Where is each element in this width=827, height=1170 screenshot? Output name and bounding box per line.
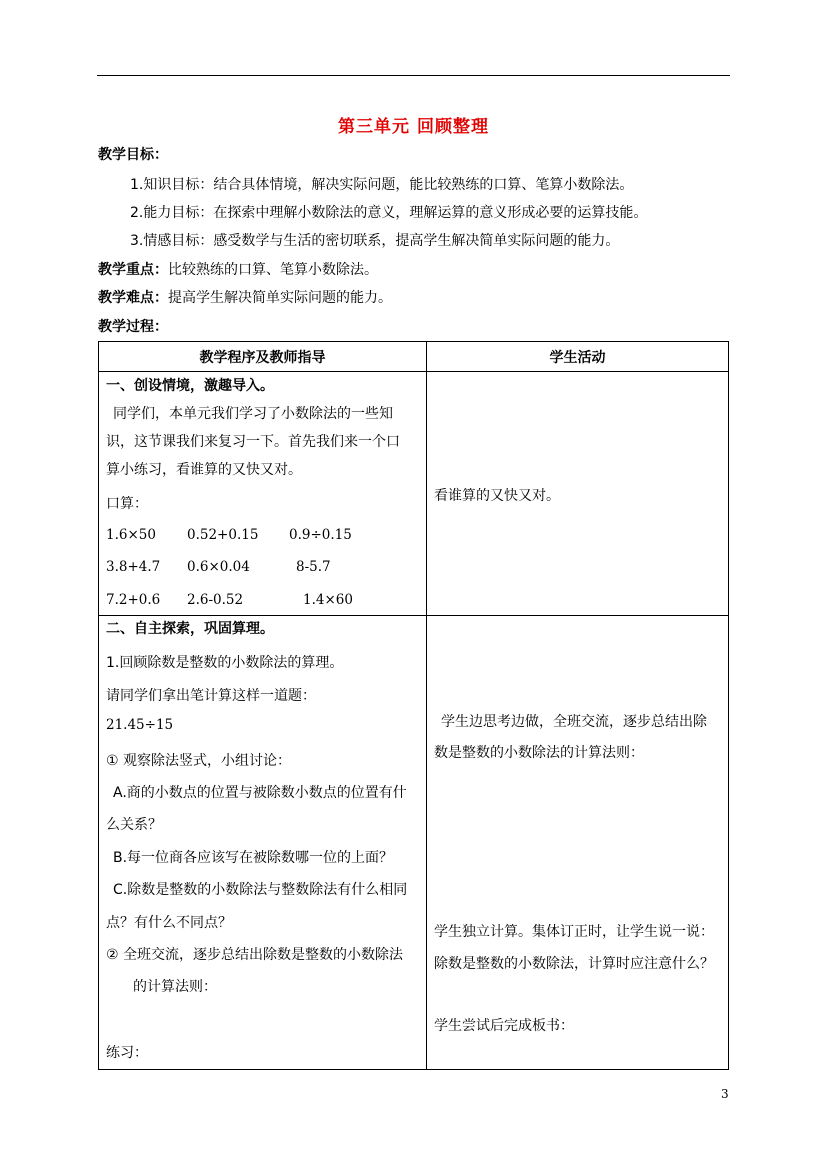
section-1-intro-2: 识，这节课我们来复习一下。首先我们来一个口: [106, 434, 400, 450]
section-2-line: 练习：: [106, 1045, 148, 1061]
problem: 1.6×50: [106, 527, 156, 543]
section-2-student-line: 数是整数的小数除法的计算法则：: [434, 745, 644, 761]
difficulty: [98, 287, 392, 307]
section-2-line: 点？有什么不同点？: [106, 915, 232, 931]
section-1-title: 一、创设情境，激趣导入。: [106, 378, 274, 394]
table-header-row: [99, 342, 729, 372]
section-2-student-line: 学生独立计算。集体订正时，让学生说一说：: [434, 924, 714, 940]
page-title: 第三单元 回顾整理: [338, 117, 489, 137]
section-1-intro-3: 算小练习，看谁算的又快又对。: [106, 462, 302, 478]
objective-3: 3.情感目标：感受数学与生活的密切联系，提高学生解决简单实际问题的能力。: [130, 233, 620, 249]
section-1-teacher-cell: [99, 372, 427, 616]
section-2-line: C.除数是整数的小数除法与整数除法有什么相同: [113, 882, 408, 898]
section-2-line: 1.回顾除数是整数的小数除法的算理。: [106, 655, 344, 671]
key-point: [98, 259, 378, 279]
section-2-row: [99, 616, 729, 1070]
section-2-line: 21.45÷15: [106, 717, 174, 733]
section-2-teacher-cell: [99, 616, 427, 1070]
lesson-table: [98, 341, 729, 1070]
section-2-line: B.每一位商各应该写在被除数哪一位的上面？: [113, 850, 394, 866]
objectives-heading: 教学目标：: [98, 147, 168, 163]
key-point-label: 教学重点：: [98, 262, 168, 278]
difficulty-label: 教学难点：: [98, 290, 168, 306]
header-rule: [97, 75, 730, 76]
objective-2: 2.能力目标：在探索中理解小数除法的意义，理解运算的意义形成必要的运算技能。: [130, 205, 648, 221]
header-teacher: 教学程序及教师指导: [99, 342, 427, 372]
section-1-row: [99, 372, 729, 616]
section-1-intro-1: 同学们，本单元我们学习了小数除法的一些知: [113, 406, 393, 422]
problem: 3.8+4.7: [106, 559, 161, 575]
objective-1: 1.知识目标：结合具体情境，解决实际问题，能比较熟练的口算、笔算小数除法。: [130, 177, 634, 193]
problem: 1.4×60: [303, 592, 353, 608]
section-2-student-line: 除数是整数的小数除法，计算时应注意什么？: [434, 956, 714, 972]
section-2-line: A.商的小数点的位置与被除数小数点的位置有什: [113, 785, 407, 801]
page-number: 3: [721, 1087, 729, 1101]
difficulty-text: 提高学生解决简单实际问题的能力。: [168, 290, 392, 306]
section-2-line: ① 观察除法竖式，小组讨论：: [106, 753, 292, 769]
header-student: 学生活动: [427, 342, 729, 372]
problem: 0.52+0.15: [187, 527, 259, 543]
section-1-student-text: 看谁算的又快又对。: [434, 488, 560, 504]
key-point-text: 比较熟练的口算、笔算小数除法。: [168, 262, 378, 278]
section-2-student-cell: [427, 616, 729, 1070]
section-2-line: 请同学们拿出笔计算这样一道题：: [106, 688, 316, 704]
section-2-student-line: 学生边思考边做，全班交流，逐步总结出除: [441, 714, 707, 730]
section-1-student-cell: [427, 372, 729, 616]
section-2-line: 么关系？: [106, 817, 162, 833]
problem: 0.6×0.04: [187, 559, 250, 575]
problem: 7.2+0.6: [106, 592, 161, 608]
problem: 8-5.7: [296, 559, 331, 575]
oral-label: 口算：: [106, 496, 148, 512]
process-heading: 教学过程：: [98, 319, 168, 335]
problem: 0.9÷0.15: [289, 527, 352, 543]
section-2-line: 的计算法则：: [133, 979, 217, 995]
section-2-title: 二、自主探索，巩固算理。: [106, 621, 274, 637]
section-2-student-line: 学生尝试后完成板书：: [434, 1018, 574, 1034]
section-2-line: ② 全班交流，逐步总结出除数是整数的小数除法: [106, 947, 403, 963]
problem: 2.6-0.52: [187, 592, 244, 608]
